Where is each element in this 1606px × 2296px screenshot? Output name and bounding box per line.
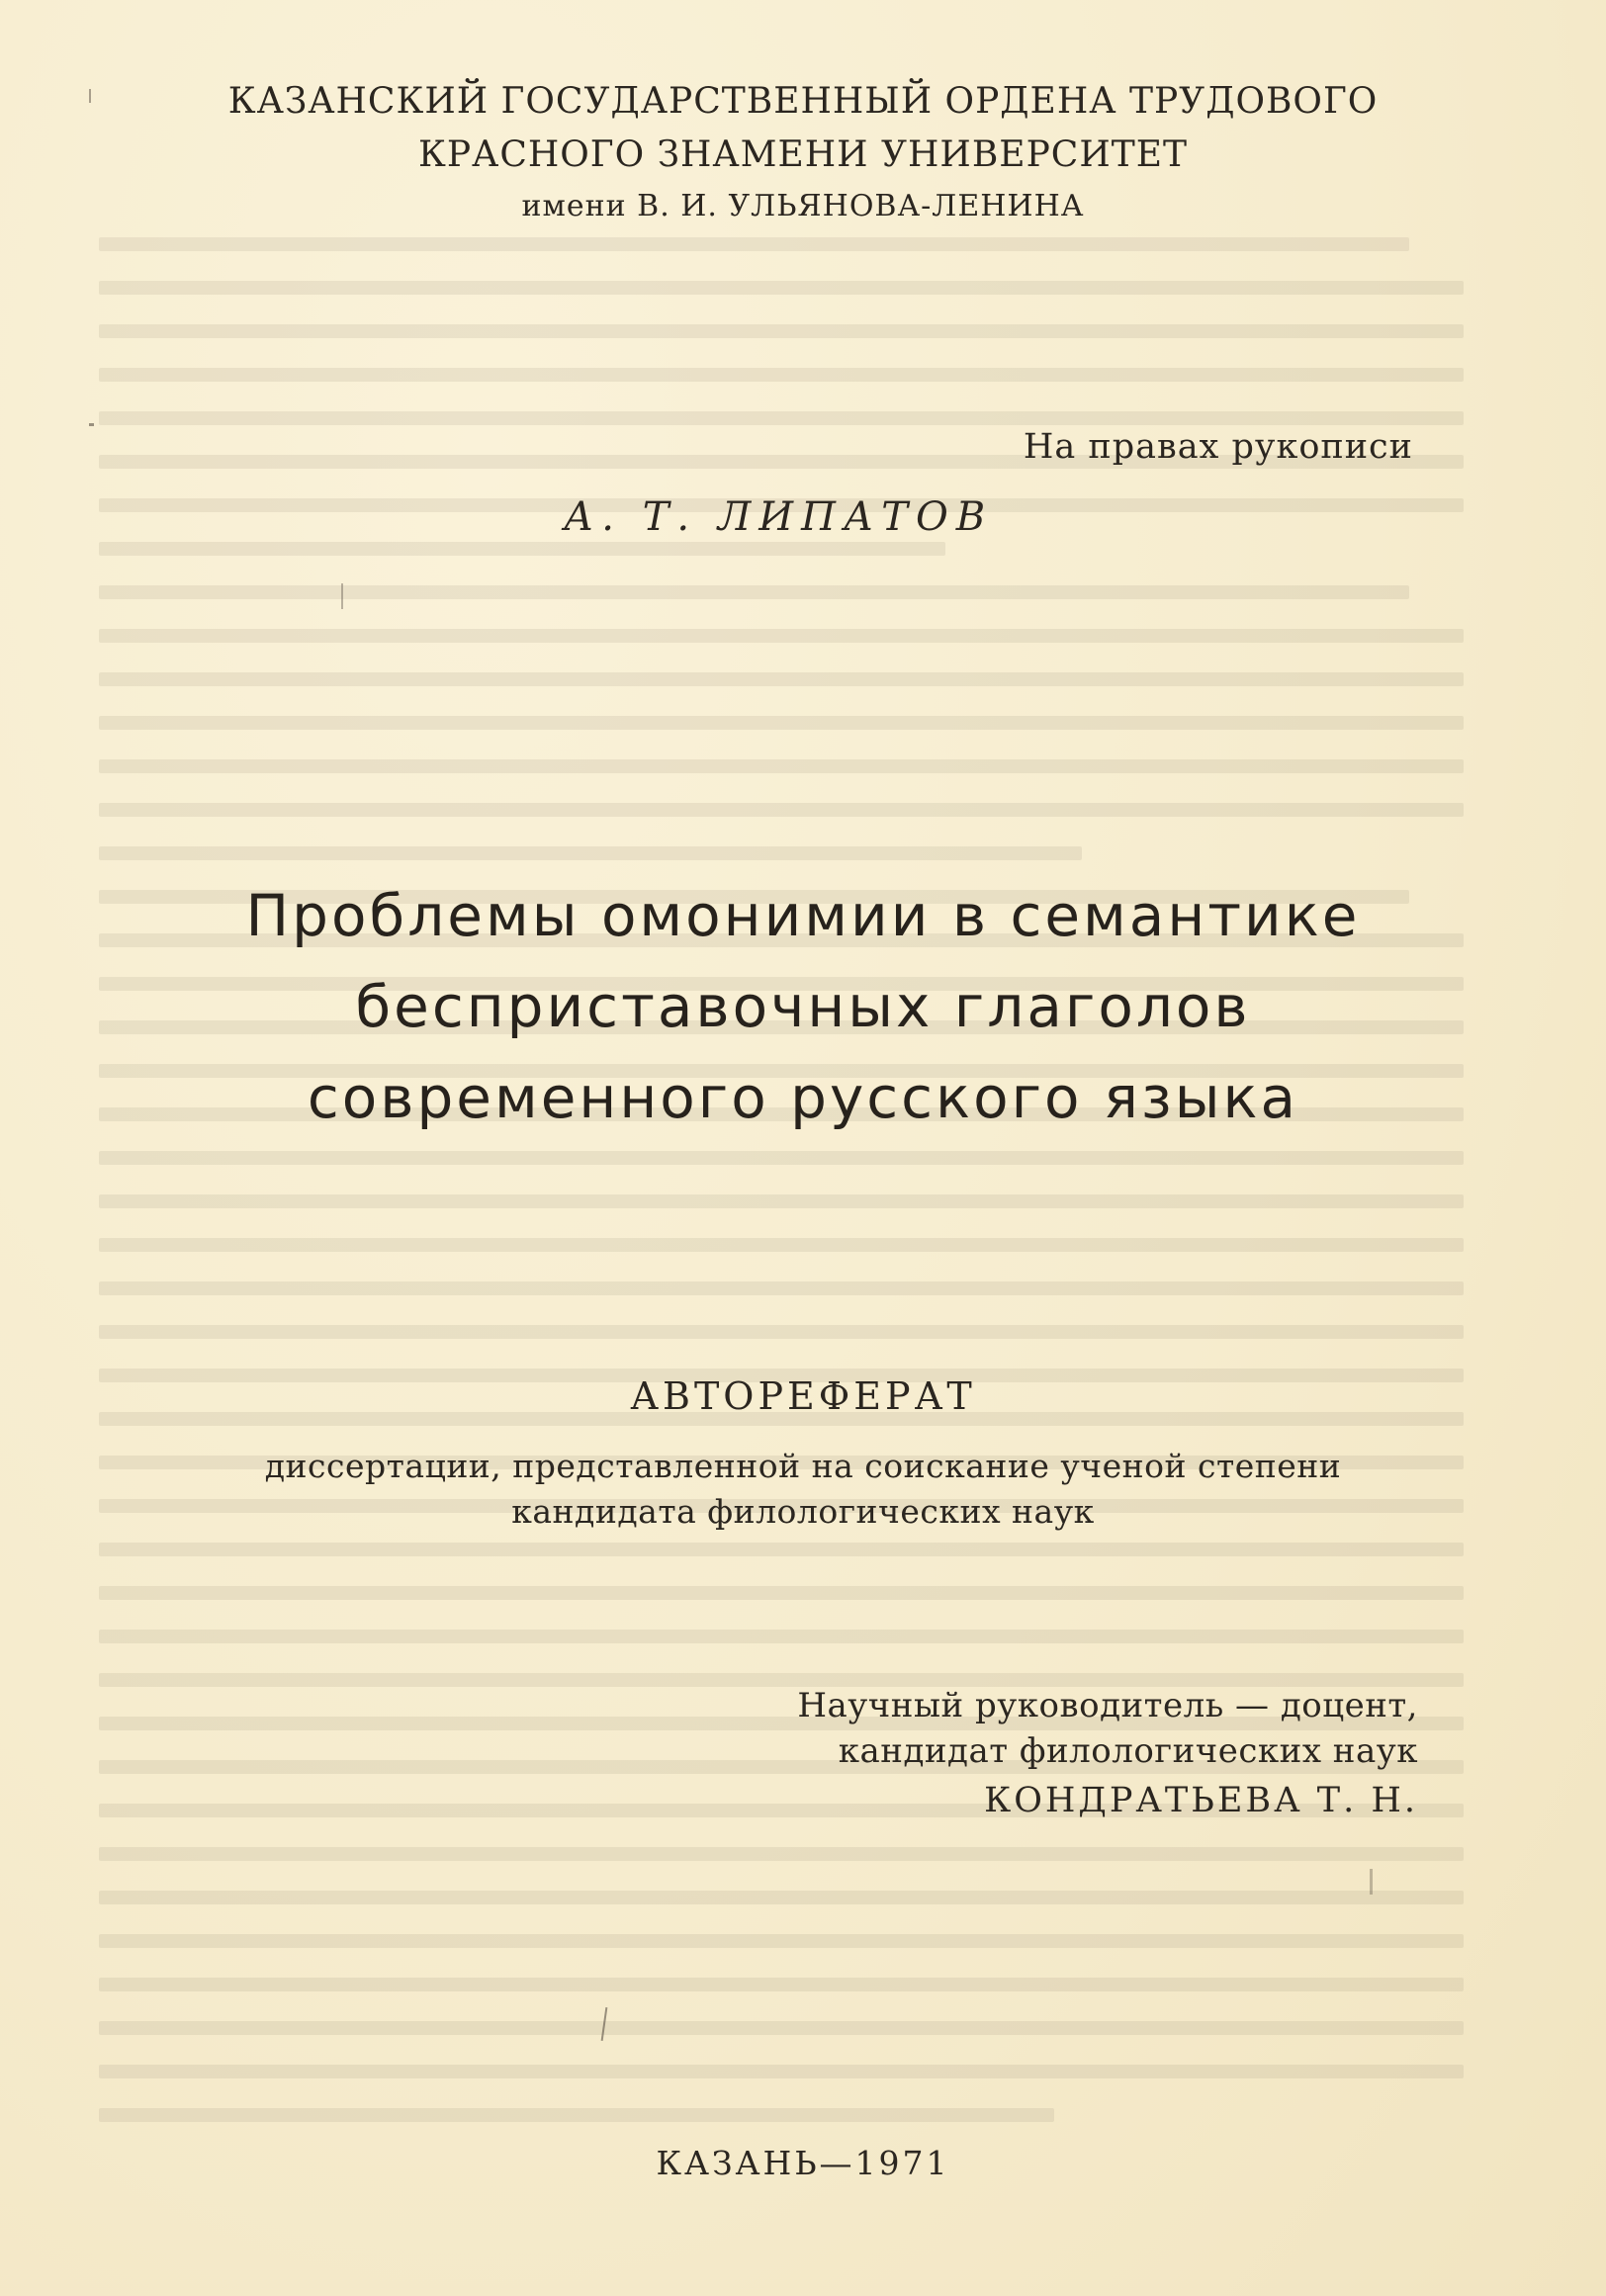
city-year: КАЗАНЬ—1971 bbox=[656, 2144, 950, 2182]
supervisor-name: КОНДРАТЬЕВА Т. Н. bbox=[984, 1781, 1418, 1820]
title-line-3: современного русского языка bbox=[307, 1064, 1299, 1131]
dissertation-title bbox=[0, 870, 1606, 1143]
print-speck bbox=[341, 583, 343, 609]
print-speck bbox=[1370, 1869, 1373, 1895]
print-speck bbox=[89, 423, 94, 426]
university-header-line-1: КАЗАНСКИЙ ГОСУДАРСТВЕННЫЙ ОРДЕНА ТРУДОВОГО bbox=[227, 81, 1379, 122]
abstract-section bbox=[0, 1374, 1606, 1535]
rights-note: На правах рукописи bbox=[1023, 427, 1413, 467]
university-header-line-2: КРАСНОГО ЗНАМЕНИ УНИВЕРСИТЕТ bbox=[417, 134, 1189, 175]
print-speck bbox=[601, 2007, 608, 2041]
abstract-line-1: диссертации, представленной на соискание ученой степени bbox=[264, 1447, 1342, 1485]
abstract-label: АВТОРЕФЕРАТ bbox=[630, 1374, 976, 1418]
author-name: А. Т. ЛИПАТОВ bbox=[564, 494, 994, 540]
university-header bbox=[0, 77, 1606, 229]
university-header-line-3: имени В. И. УЛЬЯНОВА-ЛЕНИНА bbox=[521, 189, 1085, 223]
supervisor-block bbox=[797, 1683, 1418, 1823]
title-line-1: Проблемы омонимии в семантике bbox=[245, 882, 1361, 949]
supervisor-line-2: кандидат филологических наук bbox=[838, 1731, 1418, 1771]
abstract-line-2: кандидата филологических наук bbox=[511, 1492, 1095, 1531]
supervisor-line-1: Научный руководитель — доцент, bbox=[797, 1686, 1418, 1725]
title-line-2: бесприставочных глаголов bbox=[355, 973, 1251, 1040]
